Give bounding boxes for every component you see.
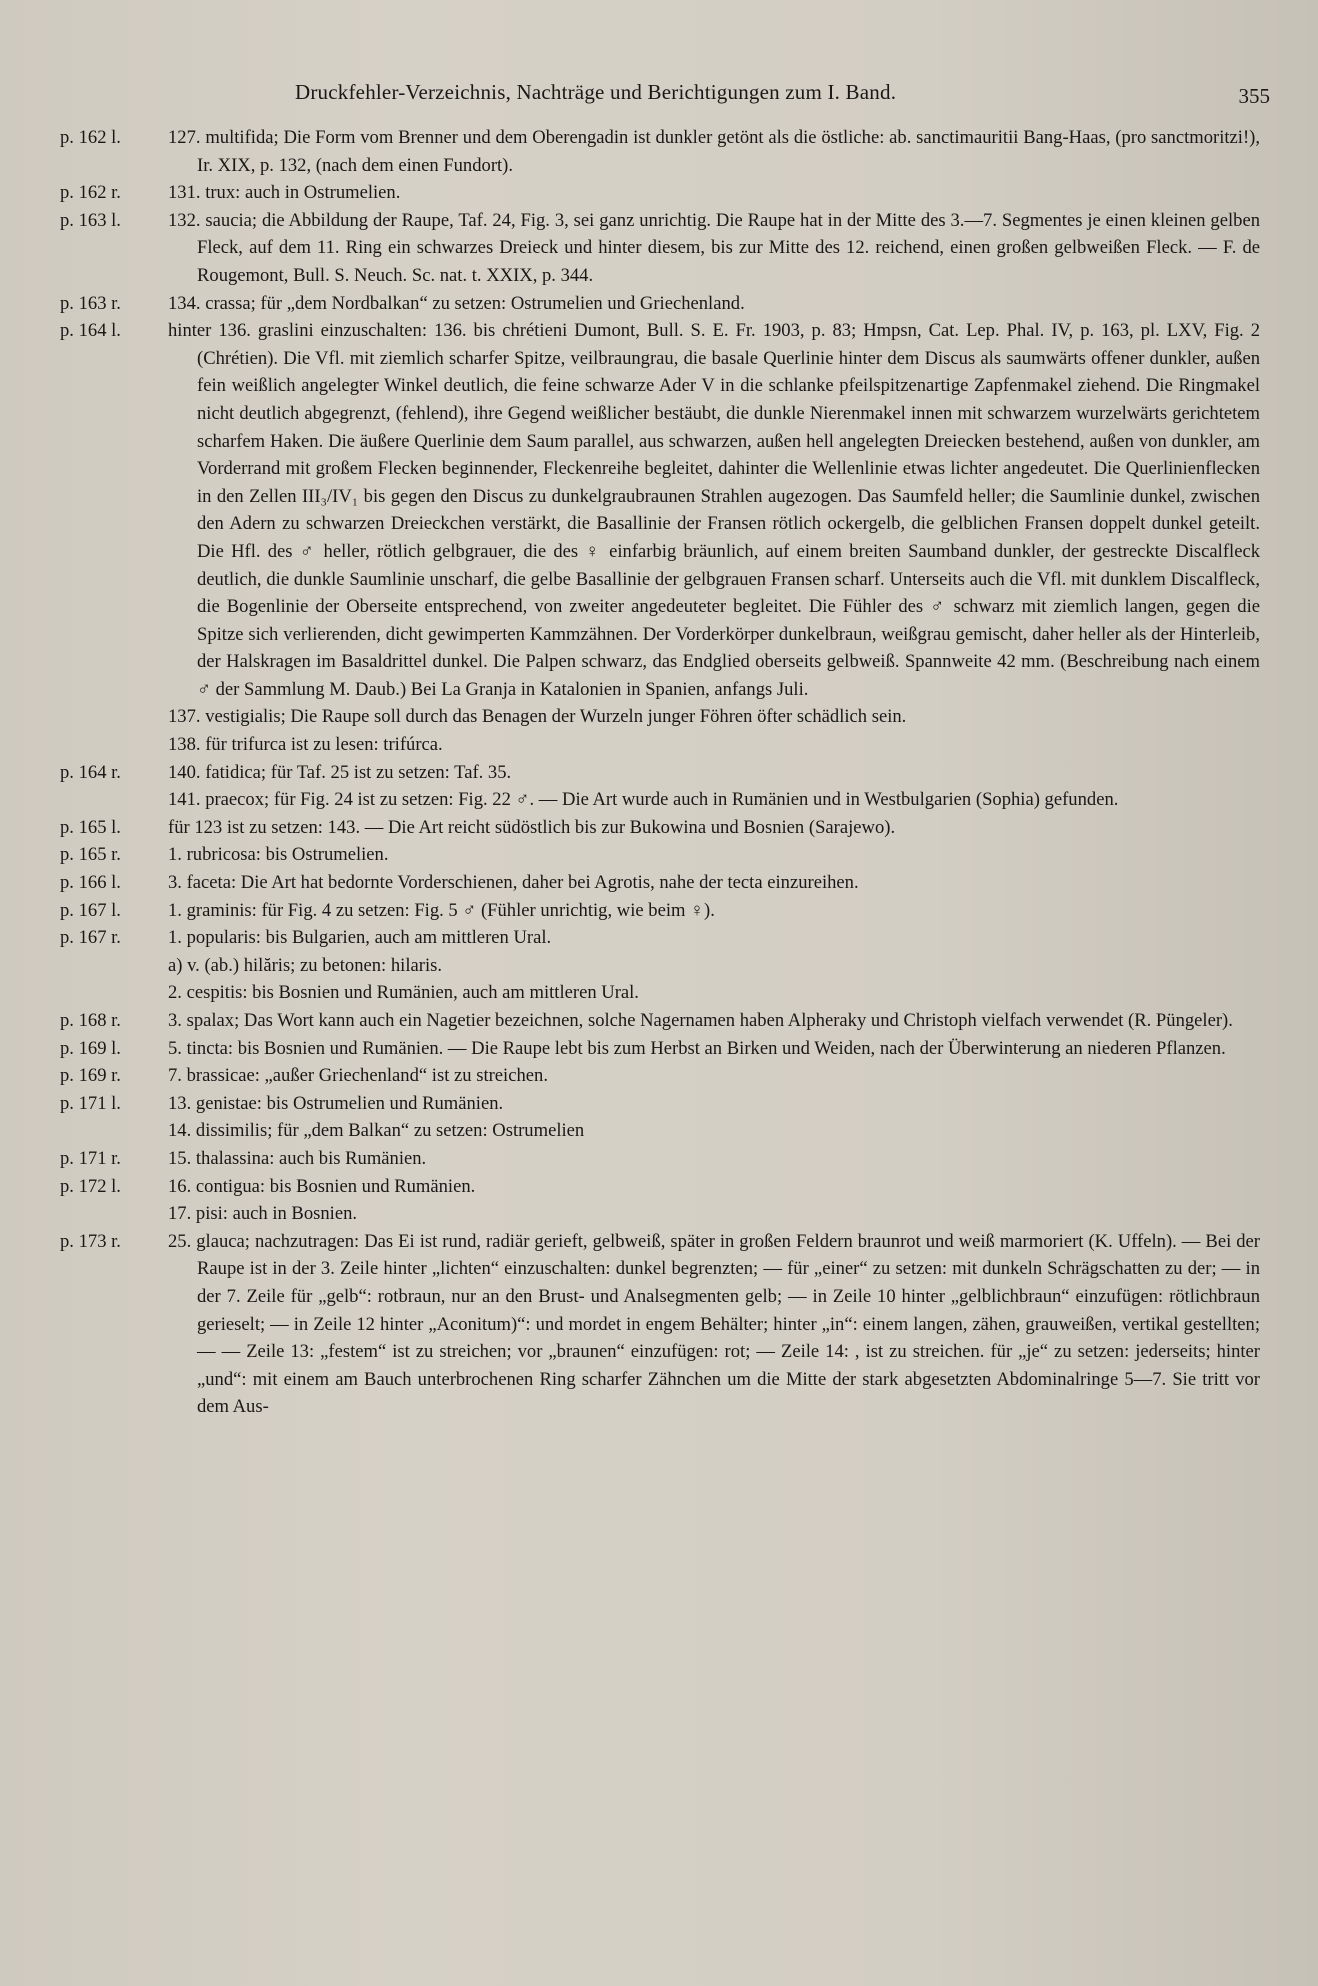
entry-text	[168, 124, 1260, 179]
page-reference: p. 167 r.	[60, 927, 121, 949]
entry-text	[168, 1062, 1260, 1090]
entry-text	[168, 179, 1260, 207]
page-reference: p. 163 r.	[60, 292, 121, 314]
entry-paragraph: 1. popularis: bis Bulgarien, auch am mittleren Ural.	[168, 927, 552, 949]
page-reference: p. 171 r.	[60, 1147, 121, 1169]
errata-entry	[60, 317, 1260, 759]
entry-paragraph: 25. glauca; nachzutragen: Das Ei ist rund, radiär gerieft, gelbweiß, später in großen Feldern braunrot und weiß marmoriert (K. Uffeln). — Bei der Raupe ist in der 3. Zeile hinter „lichten“ einzuschalten: dunkel begrenzten; — für „einer“ zu setzen: mit dunkeln Schrägschatten zu der; — in der 7. Zeile für „gelb“: rotbraun, nur an den Brust- und Analsegmenten gelb; — in Zeile 10 hinter „gelblichbraun“ einzufügen: rötlichbraun gerieselt; — in Zeile 12 hinter „Aconitum)“: und mordet in engem Behälter; hinter „in“: einem langen, zähen, grauweißen, vertikal gestellten; — — Zeile 13: „festem“ ist zu streichen; vor „braunen“ einzufügen: rot; — Zeile 14: , ist zu streichen. für „je“ zu setzen: jederseits; hinter „und“: mit einem am Bauch unterbrochenen Ring scharfer Zähnchen um die Mitte der stark abgesetzten Abdominalringe 5—7. Sie tritt vor dem Aus-	[168, 1230, 1260, 1418]
page-reference: p. 164 r.	[60, 761, 121, 783]
entry-paragraph: 1. graminis: für Fig. 4 zu setzen: Fig. 5 ♂ (Fühler unrichtig, wie beim ♀).	[168, 899, 715, 921]
entry-paragraph: hinter 136. graslini einzuschalten: 136. bis chrétieni Dumont, Bull. S. E. Fr. 1903, p. 83; Hmpsn, Cat. Lep. Phal. IV, p. 163, pl. LXV, Fig. 2 (Chrétien). Die Vfl. mit ziemlich scharfer Spitze, veilbraungrau, die basale Querlinie hinter dem Discus als saumwärts offener dunkler, außen fein weißlich angelegter Winkel deutlich, die feine schwarze Ader V in die schlanke pfeilspitzenartige Zapfenmakel ziehend. Die Ringmakel nicht deutlich abgegrenzt, (fehlend), ihre Gegend weißlicher bestäubt, die dunkle Nierenmakel innen mit schwarzem wurzelwärts gerichtetem scharfem Haken. Die äußere Querlinie dem Saum parallel, aus schwarzen, außen hell angelegten Dreiecken bestehend, außen von dunkler, am Vorderrand mit großem Flecken beginnender, Fleckenreihe begleitet, dahinter die Wellenlinie etwas lichter angedeutet. Die Querlinienflecken in den Zellen III₃/IV₁ bis gegen den Discus zu dunkelgraubraunen Strahlen augezogen. Das Saumfeld heller; die Saumlinie dunkel, zwischen den Adern zu schwarzen Dreieckchen verstärkt, die Basallinie der Fransen rötlich ockergelb, die gelblichen Fransen doppelt dunkel geteilt. Die Hfl. des ♂ heller, rötlich gelbgrauer, die des ♀ einfarbig bräunlich, auf einem breiten Saumband dunkler, der gestreckte Discalfleck deutlich, die dunkle Saumlinie unscharf, die gelbe Basallinie der gelbgrauen Fransen scharf. Unterseits auch die Vfl. mit dunklem Discalfleck, die Bogenlinie der Oberseite entsprechend, von zweiter angedeuteter begleitet. Die Fühler des ♂ schwarz mit ziemlich langen, gegen die Spitze sich verlierenden, dicht gewimperten Kammzähnen. Der Vorderkörper dunkelbraun, weißgrau gemischt, daher heller als der Hinterleib, der Halskragen im Basaldrittel dunkel. Die Palpen schwarz, das Endglied oberseits gelbweiß. Spannweite 42 mm. (Beschreibung nach einem ♂ der Sammlung M. Daub.) Bei La Granja in Katalonien in Spanien, anfangs Juli.	[168, 320, 1260, 700]
page-reference: p. 172 l.	[60, 1175, 121, 1197]
entry-text	[168, 207, 1260, 290]
errata-entry	[60, 759, 1260, 814]
page-reference: p. 165 l.	[60, 816, 121, 838]
entry-paragraph: 140. fatidica; für Taf. 25 ist zu setzen: Taf. 35.	[168, 761, 512, 783]
entry-text	[168, 1173, 1260, 1228]
errata-entry	[60, 924, 1260, 1007]
errata-entry	[60, 1007, 1260, 1035]
entry-text	[168, 841, 1260, 869]
page-reference: p. 162 r.	[60, 182, 121, 204]
page-reference: p. 168 r.	[60, 1010, 121, 1031]
entry-paragraph: 134. crassa; für „dem Nordbalkan“ zu setzen: Ostrumelien und Griechenland.	[168, 292, 745, 314]
errata-entry	[60, 1090, 1260, 1145]
header-title: Druckfehler-Verzeichnis, Nachträge und Berichtigungen zum I. Band.	[295, 80, 897, 104]
errata-entry	[60, 869, 1260, 897]
entry-text	[168, 1035, 1260, 1063]
entry-text	[168, 1228, 1260, 1421]
page-reference: p. 171 l.	[60, 1092, 121, 1114]
entry-paragraph: 138. für trifurca ist zu lesen: trifúrca.	[168, 734, 443, 756]
entry-paragraph: 141. praecox; für Fig. 24 ist zu setzen: Fig. 22 ♂. — Die Art wurde auch in Rumänien und in Westbulgarien (Sophia) gefunden.	[168, 789, 1119, 811]
entry-paragraph: 3. spalax; Das Wort kann auch ein Nagetier bezeichnen, solche Nagernamen haben Alpheraky und Christoph vielfach verwendet (R. Püngeler).	[168, 1010, 1233, 1031]
entry-paragraph: 5. tincta: bis Bosnien und Rumänien. — Die Raupe lebt bis zum Herbst an Birken und Weiden, nach der Überwinterung an niederen Pflanzen.	[168, 1037, 1226, 1059]
entry-paragraph: 131. trux: auch in Ostrumelien.	[168, 182, 401, 204]
entry-text	[168, 924, 1260, 1007]
page-reference: p. 173 r.	[60, 1230, 121, 1252]
entry-text	[168, 1145, 1260, 1173]
entry-text	[168, 814, 1260, 842]
errata-entry	[60, 290, 1260, 318]
entry-text	[168, 1090, 1260, 1145]
entry-text	[168, 897, 1260, 925]
page-number: 355	[1238, 84, 1270, 108]
page-reference: p. 163 l.	[60, 209, 121, 231]
errata-entry	[60, 897, 1260, 925]
errata-entry	[60, 1035, 1260, 1063]
entry-paragraph: für 123 ist zu setzen: 143. — Die Art reicht südöstlich bis zur Bukowina und Bosnien (Sarajewo).	[168, 816, 896, 838]
entry-paragraph: 7. brassicae: „außer Griechenland“ ist zu streichen.	[168, 1065, 548, 1087]
running-header	[60, 76, 1270, 116]
page-reference: p. 162 l.	[60, 127, 121, 148]
errata-entry	[60, 814, 1260, 842]
errata-entry	[60, 1062, 1260, 1090]
page-reference: p. 164 l.	[60, 320, 121, 342]
entry-paragraph: 15. thalassina: auch bis Rumänien.	[168, 1147, 427, 1169]
entry-paragraph: 14. dissimilis; für „dem Balkan“ zu setzen: Ostrumelien	[168, 1120, 585, 1142]
page-reference: p. 169 r.	[60, 1065, 121, 1087]
page-reference: p. 167 l.	[60, 899, 121, 921]
entry-paragraph: 137. vestigialis; Die Raupe soll durch das Benagen der Wurzeln junger Föhren öfter schädlich sein.	[168, 706, 907, 728]
entry-paragraph: 16. contigua: bis Bosnien und Rumänien.	[168, 1175, 476, 1197]
entry-paragraph: 2. cespitis: bis Bosnien und Rumänien, auch am mittleren Ural.	[168, 982, 639, 1004]
errata-entry	[60, 179, 1260, 207]
entry-paragraph: 1. rubricosa: bis Ostrumelien.	[168, 844, 389, 866]
errata-list	[60, 124, 1260, 1421]
entry-paragraph: 17. pisi: auch in Bosnien.	[168, 1203, 358, 1225]
entry-text	[168, 290, 1260, 318]
errata-entry	[60, 841, 1260, 869]
entry-paragraph: a) v. (ab.) hilăris; zu betonen: hilaris.	[168, 954, 442, 976]
page-reference: p. 169 l.	[60, 1037, 121, 1059]
errata-entry	[60, 1173, 1260, 1228]
entry-text	[168, 759, 1260, 814]
entry-paragraph: 13. genistae: bis Ostrumelien und Rumänien.	[168, 1092, 504, 1114]
errata-entry	[60, 124, 1260, 179]
errata-entry	[60, 1145, 1260, 1173]
entry-text	[168, 1007, 1260, 1035]
entry-paragraph: 3. faceta: Die Art hat bedornte Vorderschienen, daher bei Agrotis, nahe der tecta einzureihen.	[168, 872, 859, 894]
page-reference: p. 165 r.	[60, 844, 121, 866]
entry-text	[168, 869, 1260, 897]
errata-entry	[60, 1228, 1260, 1421]
page-reference: p. 166 l.	[60, 872, 121, 894]
errata-entry	[60, 207, 1260, 290]
entry-paragraph: 127. multifida; Die Form vom Brenner und dem Oberengadin ist dunkler getönt als die östliche: ab. sanctimauritii Bang-Haas, (pro sanctmoritzi!), Ir. XIX, p. 132, (nach dem einen Fundort).	[168, 127, 1260, 176]
entry-paragraph: 132. saucia; die Abbildung der Raupe, Taf. 24, Fig. 3, sei ganz unrichtig. Die Raupe hat in der Mitte des 3.—7. Segmentes je einen kleinen gelben Fleck, auf dem 11. Ring ein schwarzes Dreieck und hinter diesem, bis zur Mitte des 12. reichend, einen großen gelbweißen Fleck. — F. de Rougemont, Bull. S. Neuch. Sc. nat. t. XXIX, p. 344.	[168, 209, 1260, 286]
entry-text	[168, 317, 1260, 759]
